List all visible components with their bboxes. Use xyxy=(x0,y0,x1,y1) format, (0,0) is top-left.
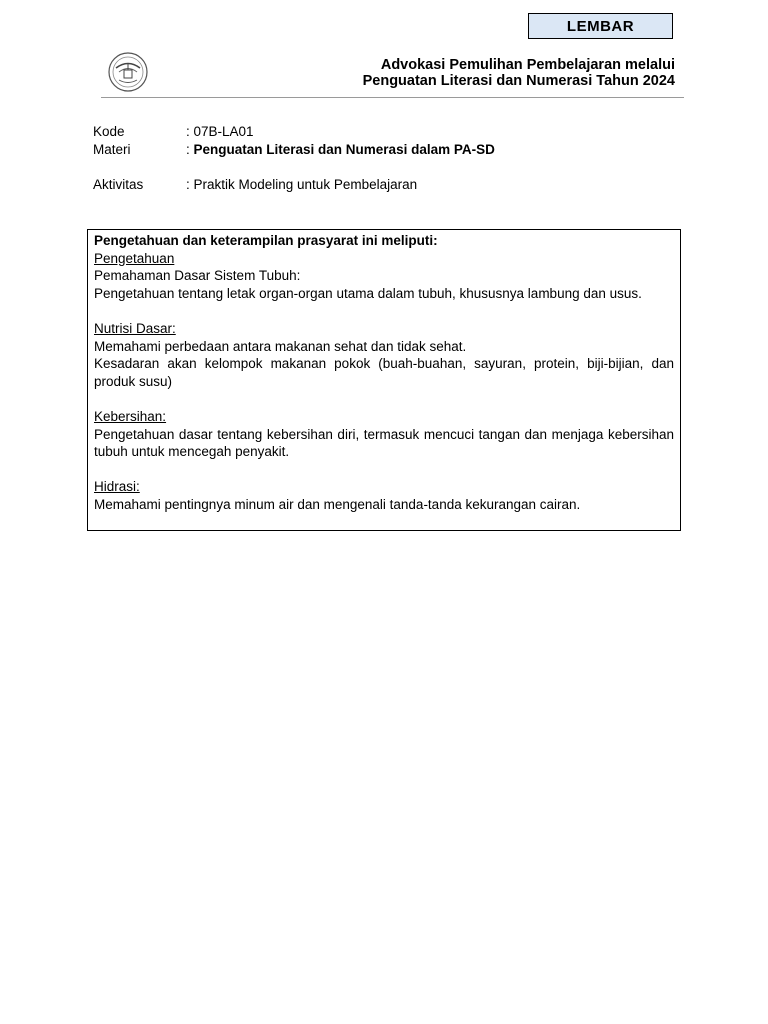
materi-colon: : xyxy=(186,141,194,157)
aktivitas-value: : Praktik Modeling untuk Pembelajaran xyxy=(186,177,418,192)
kode-label: Kode xyxy=(93,124,125,139)
section-kebersihan-text: Pengetahuan dasar tentang kebersihan diri, termasuk mencuci tangan dan menjaga kebersihan tubuh untuk mencegah penyakit. xyxy=(94,426,674,460)
kode-value: : 07B-LA01 xyxy=(186,124,254,139)
meta-row-aktivitas xyxy=(93,176,495,194)
header-divider xyxy=(101,97,684,98)
section-hidrasi-title: Hidrasi: xyxy=(94,479,140,495)
meta-row-materi xyxy=(93,141,495,159)
materi-label: Materi xyxy=(93,141,131,157)
document-title xyxy=(363,57,675,89)
materi-value: Penguatan Literasi dan Numerasi dalam PA-SD xyxy=(193,141,495,157)
section-nutrisi-text-1: Memahami perbedaan antara makanan sehat dan tidak sehat. xyxy=(94,338,467,354)
section-pengetahuan-title: Pengetahuan xyxy=(94,250,175,266)
section-nutrisi-title: Nutrisi Dasar: xyxy=(94,320,176,336)
section-hidrasi-text: Memahami pentingnya minum air dan mengenali tanda-tanda kekurangan cairan. xyxy=(94,496,581,512)
section-nutrisi-text-2: Kesadaran akan kelompok makanan pokok (buah-buahan, sayuran, protein, biji-bijian, dan produk susu) xyxy=(94,356,674,389)
meta-row-kode xyxy=(93,123,495,141)
aktivitas-label: Aktivitas xyxy=(93,177,144,192)
section-pengetahuan-text: Pengetahuan tentang letak organ-organ utama dalam tubuh, khususnya lambung dan usus. xyxy=(94,285,642,301)
prerequisite-box xyxy=(87,229,681,531)
document-meta xyxy=(93,123,495,194)
lembar-badge: LEMBAR xyxy=(528,13,673,39)
section-kebersihan-title: Kebersihan: xyxy=(94,408,167,424)
box-heading: Pengetahuan dan keterampilan prasyarat ini meliputi: xyxy=(94,233,438,248)
institution-logo-icon xyxy=(107,51,149,93)
section-pengetahuan-sub: Pemahaman Dasar Sistem Tubuh: xyxy=(94,268,301,284)
title-line-1: Advokasi Pemulihan Pembelajaran melalui xyxy=(380,57,675,73)
title-line-2: Penguatan Literasi dan Numerasi Tahun 2024 xyxy=(362,73,675,89)
